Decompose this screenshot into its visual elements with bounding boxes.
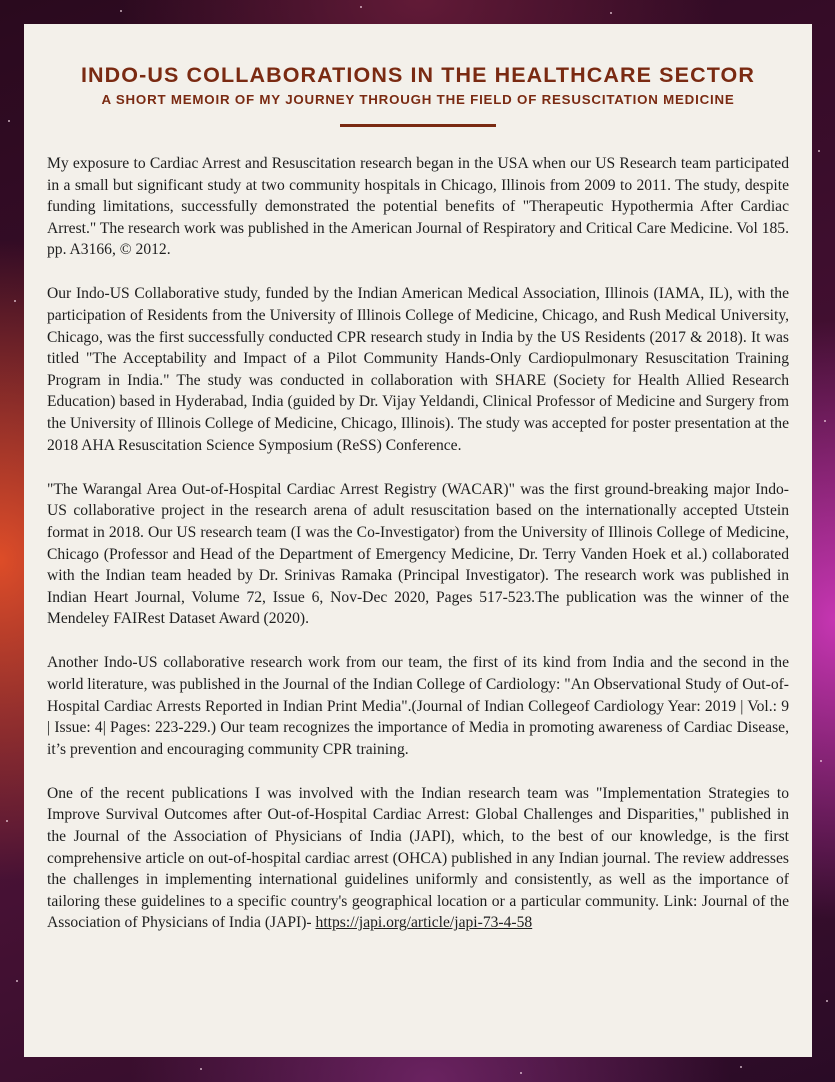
paragraph-cpr-training-study: Our Indo-US Collaborative study, funded by the Indian American Medical Association, Illinois (IAMA, IL), with the participation of Residents from the University of Illinois College of Medicine, Chicago, and Rush Medical University, Chicago, was the first successfully conducted CPR research study in India by the US Residents (2017 & 2018). It was titled "The Acceptability and Impact of a Pilot Community Hands-Only Cardiopulmonary Resuscitation Training Program in India." The study was conducted in collaboration with SHARE (Society for Health Allied Research Education) based in Hyderabad, India (guided by Dr. Vijay Yeldandi, Clinical Professor of Medicine and Surgery from the University of Illinois College of Medicine, Chicago, Illinois). The study was accepted for poster presentation at the 2018 AHA Resuscitation Science Symposium (ReSS) Conference. bbox=[47, 285, 789, 454]
paragraph-japi-text: One of the recent publications I was involved with the Indian research team was "Implementation Strategies to Improve Survival Outcomes after Out-of-Hospital Cardiac Arrest: Global Challenges and Disparities," published in the Journal of the Association of Physicians of India (JAPI), which, to the best of our knowledge, is the first comprehensive article on out-of-hospital cardiac arrest (OHCA) published in any Indian journal. The review addresses the challenges in implementing international guidelines uniformly and consistently, as well as the importance of tailoring these guidelines to a specific country's geographical location or a particular community. Link: Journal of the Association of Physicians of India (JAPI)- bbox=[47, 784, 789, 932]
paragraph-hypothermia-study: My exposure to Cardiac Arrest and Resuscitation research began in the USA when our US Research team participated in a small but significant study at two community hospitals in Chicago, Illinois from 2009 to 2011. The study, despite funding limitations, successfully demonstrated the potential benefits of "Therapeutic Hypothermia After Cardiac Arrest." The research work was published in the American Journal of Respiratory and Critical Care Medicine. Vol 185. pp. A3166, © 2012. bbox=[47, 155, 789, 259]
page-title: INDO-US COLLABORATIONS IN THE HEALTHCARE SECTOR bbox=[80, 63, 755, 87]
memoir-card bbox=[24, 24, 812, 1057]
page-subtitle: A SHORT MEMOIR OF MY JOURNEY THROUGH THE FIELD OF RESUSCITATION MEDICINE bbox=[101, 92, 735, 107]
paragraph-wacar-registry: "The Warangal Area Out-of-Hospital Cardiac Arrest Registry (WACAR)" was the first ground-breaking major Indo-US collaborative project in the research arena of adult resuscitation based on the internationally accepted Utstein format in 2018. Our US research team (I was the Co-Investigator) from the University of Illinois College of Medicine, Chicago (Professor and Head of the Department of Emergency Medicine, Dr. Terry Vanden Hoek et al.) collaborated with the Indian team headed by Dr. Srinivas Ramaka (Principal Investigator). The research work was published in Indian Heart Journal, Volume 72, Issue 6, Nov-Dec 2020, Pages 517-523.The publication was the winner of the Mendeley FAIRest Dataset Award (2020). bbox=[47, 480, 789, 628]
japi-article-link[interactable]: https://japi.org/article/japi-73-4-58 bbox=[315, 914, 533, 932]
title-divider bbox=[340, 124, 496, 127]
paragraph-japi-publication bbox=[47, 783, 789, 934]
paragraph-print-media-study: Another Indo-US collaborative research work from our team, the first of its kind from India and the second in the world literature, was published in the Journal of the Indian College of Cardiology: "An Observational Study of Out-of-Hospital Cardiac Arrests Reported in Indian Print Media".(Journal of Indian Collegeof Cardiology Year: 2019 | Vol.: 9 | Issue: 4| Pages: 223-229.) Our team recognizes the importance of Media in promoting awareness of Cardiac Disease, it’s prevention and encouraging community CPR training. bbox=[47, 654, 789, 758]
